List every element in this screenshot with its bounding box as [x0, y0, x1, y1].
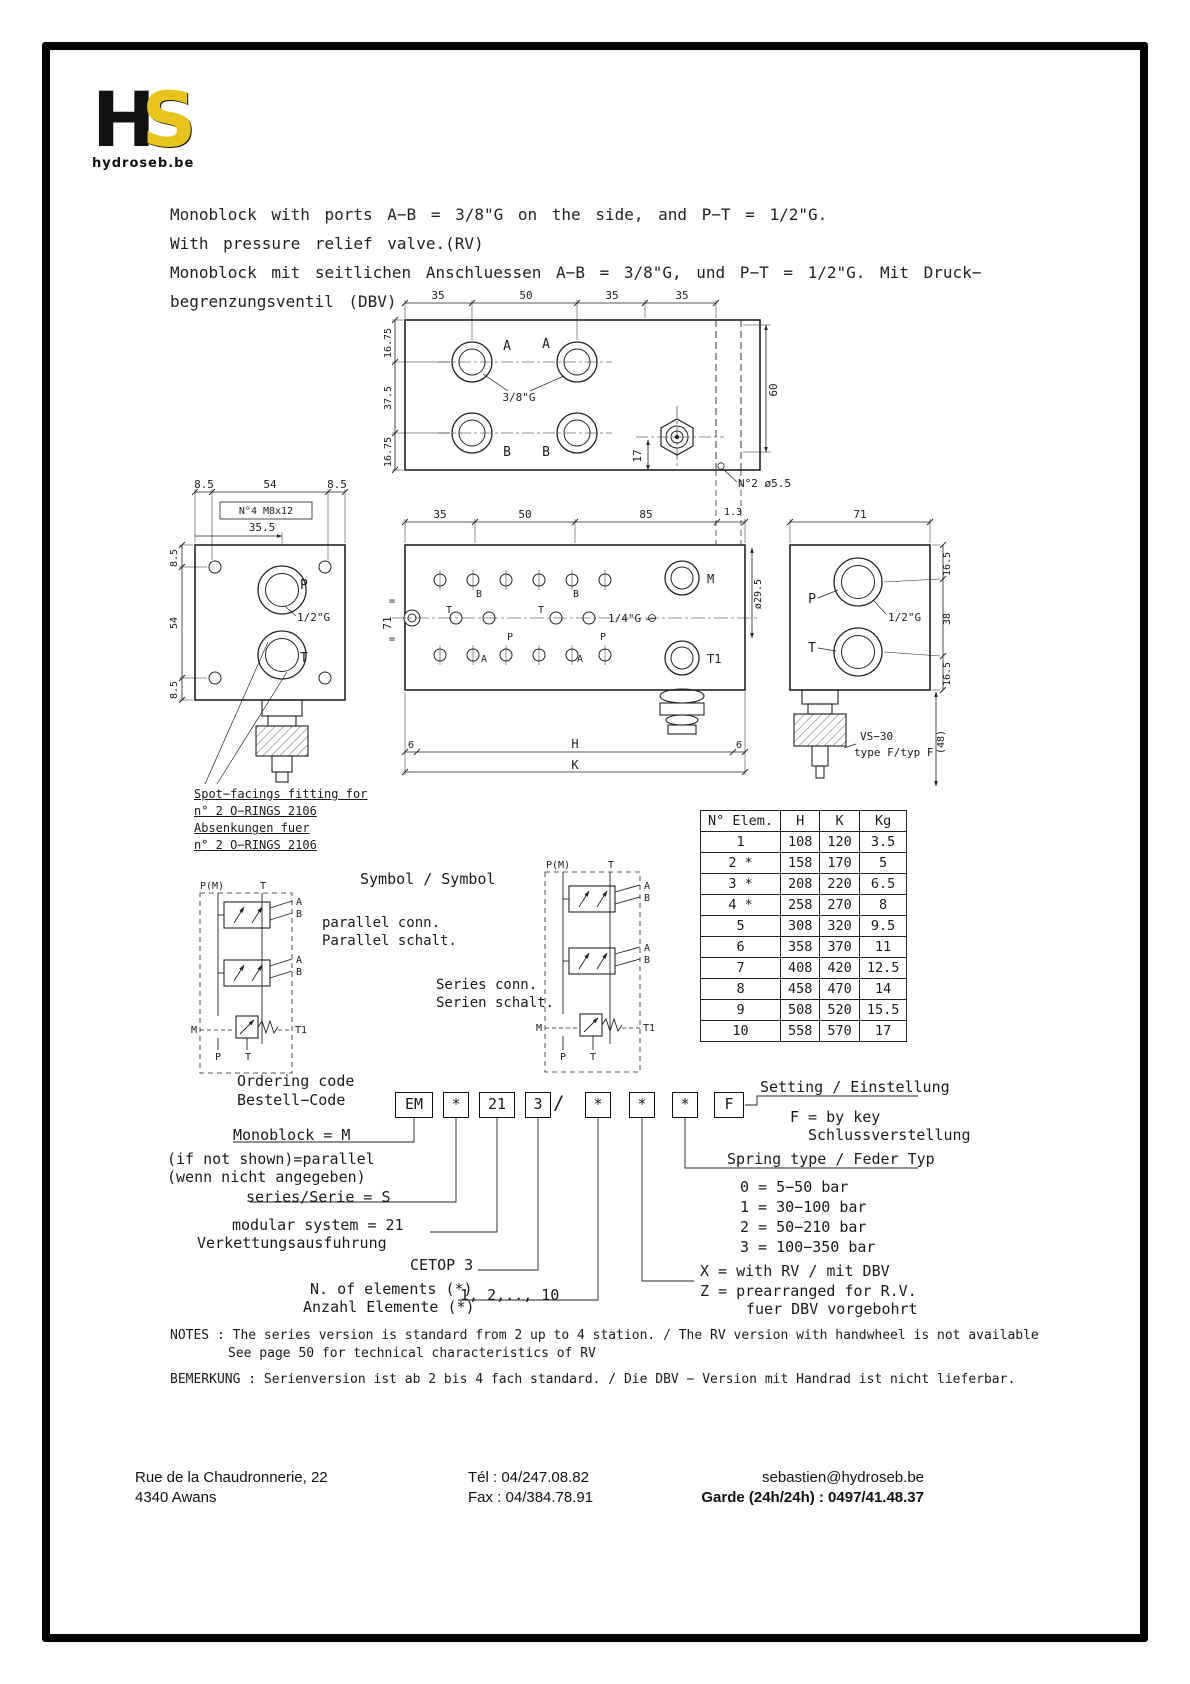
thread-label: 1/2"G: [888, 611, 922, 624]
port-label: T1: [707, 652, 722, 666]
spot-note-line-1: Spot−facings fitting for: [194, 787, 368, 801]
cell: 258: [781, 895, 820, 916]
table-row: [701, 958, 907, 979]
cell: 8: [701, 979, 781, 1000]
dim-label: 16.5: [942, 661, 953, 687]
dim-label: 50: [518, 508, 532, 521]
eq-mark: =: [388, 596, 396, 607]
table-row: [701, 832, 907, 853]
dim-label: K: [571, 758, 579, 772]
label-parallel-en: (if not shown)=parallel: [167, 1150, 375, 1168]
table-header-row: [701, 811, 907, 832]
cell: 5: [701, 916, 781, 937]
cell: 8: [859, 895, 907, 916]
dim-label: 16.5: [942, 551, 953, 577]
code-box-f: F: [714, 1092, 744, 1118]
logo-site-text: hydroseb.be: [92, 156, 195, 171]
dim-label: 50: [519, 289, 533, 302]
intro-line-3: Monoblock mit seitlichen Anschluessen A−B = 3/8"G, und P−T = 1/2"G. Mit Druck−: [170, 263, 982, 282]
code-box-star-2: *: [585, 1092, 611, 1118]
port-label: B: [572, 589, 580, 600]
port-label: T: [808, 641, 816, 656]
table-row: [701, 895, 907, 916]
port-label: B: [475, 589, 483, 600]
cell: 1: [701, 832, 781, 853]
dim-label: 35: [433, 508, 447, 521]
dim-label: 71: [853, 508, 867, 521]
footer-phone: [468, 1468, 593, 1508]
intro-line-4: begrenzungsventil (DBV): [170, 292, 397, 311]
symbol-port-label: T1: [643, 1023, 656, 1034]
dim-label: 8.5: [194, 478, 214, 491]
col-header-kg: Kg: [859, 811, 907, 832]
col-header-elem: N° Elem.: [701, 811, 781, 832]
cell: 120: [820, 832, 859, 853]
cell: 11: [859, 937, 907, 958]
dim-label: 54: [169, 616, 180, 630]
port-label: T: [445, 605, 453, 616]
label-spring-1: 1 = 30−100 bar: [740, 1198, 867, 1216]
dim-label: ø29.5: [753, 578, 764, 610]
dim-label: 35: [675, 289, 689, 302]
symbol-port-label: P: [214, 1052, 222, 1063]
dim-label: 35.5: [248, 521, 276, 534]
label-spring-2: 2 = 50−210 bar: [740, 1218, 867, 1236]
dim-label: 38: [942, 612, 953, 626]
hydroseb-logo: [92, 75, 195, 171]
cell: 9.5: [859, 916, 907, 937]
symbol-port-label: B: [296, 967, 303, 978]
cell: 458: [781, 979, 820, 1000]
label-elements-en: N. of elements (*): [310, 1280, 473, 1298]
symbol-port-label: P(M): [199, 881, 225, 892]
eq-mark: =: [388, 634, 396, 645]
dim-label: (48): [936, 729, 947, 755]
label-setting-f: F = by key: [790, 1108, 881, 1126]
parallel-caption-line-1: parallel conn.: [322, 915, 441, 931]
cell: 408: [781, 958, 820, 979]
col-header-k: K: [820, 811, 859, 832]
table-row: [701, 1000, 907, 1021]
cell: 320: [820, 916, 859, 937]
series-caption: [436, 976, 554, 1012]
dim-label: 71: [381, 616, 394, 630]
dim-label: 35: [605, 289, 619, 302]
cell: 10: [701, 1021, 781, 1042]
symbol-port-label: T: [244, 1052, 252, 1063]
cell: 4 *: [701, 895, 781, 916]
table-row: [701, 874, 907, 895]
symbol-port-label: T1: [295, 1025, 308, 1036]
cell: 2 *: [701, 853, 781, 874]
label-rv-z-de: fuer DBV vorgebohrt: [746, 1300, 918, 1318]
notes-line-3: BEMERKUNG : Serienversion ist ab 2 bis 4 fach standard. / Die DBV − Version mit Handrad ist nicht lieferbar.: [170, 1372, 1016, 1387]
code-box-star-3: *: [629, 1092, 655, 1118]
label-rv-x: X = with RV / mit DBV: [700, 1262, 890, 1280]
footer-guard: Garde (24h/24h) : 0497/41.48.37: [701, 1489, 924, 1506]
cell: 370: [820, 937, 859, 958]
code-box-star-1: *: [443, 1092, 469, 1118]
ordering-title-de: Bestell−Code: [237, 1091, 346, 1109]
dim-label: H: [571, 737, 579, 751]
thread-label: 1/4"G: [608, 612, 642, 625]
spot-note-line-3: Absenkungen fuer: [194, 821, 310, 835]
dim-label: 8.5: [169, 548, 180, 568]
bolt-note-label: N°4 M8x12: [238, 506, 294, 517]
dim-label: 16.75: [383, 436, 394, 468]
cell: 5: [859, 853, 907, 874]
cell: 558: [781, 1021, 820, 1042]
port-label: B: [503, 445, 511, 460]
port-label: A: [576, 654, 584, 665]
dim-label: 6: [735, 740, 743, 751]
cell: 12.5: [859, 958, 907, 979]
cell: 3 *: [701, 874, 781, 895]
cell: 220: [820, 874, 859, 895]
label-rv-z: Z = prearranged for R.V.: [700, 1282, 917, 1300]
dim-label: 6: [407, 740, 415, 751]
table-row: [701, 979, 907, 1000]
symbol-port-label: A: [296, 897, 303, 908]
logo-letter-s: S: [141, 75, 183, 164]
port-label: M: [707, 572, 715, 586]
table-row: [701, 1021, 907, 1042]
cell: 9: [701, 1000, 781, 1021]
cell: 6: [701, 937, 781, 958]
spot-note-line-2: n° 2 O−RINGS 2106: [194, 804, 317, 818]
code-box-21: 21: [479, 1092, 515, 1118]
label-setting-de: Schlussverstellung: [808, 1126, 971, 1144]
symbol-port-label: B: [644, 893, 651, 904]
symbol-port-label: M: [190, 1025, 197, 1036]
dim-label: 8.5: [169, 680, 180, 700]
footer-address-line-2: 4340 Awans: [135, 1489, 217, 1506]
table-row: [701, 853, 907, 874]
label-parallel-de: (wenn nicht angegeben): [167, 1168, 366, 1186]
symbol-port-label: B: [644, 955, 651, 966]
dim-label: 60: [767, 383, 780, 397]
label-spring-0: 0 = 5−50 bar: [740, 1178, 849, 1196]
label-modular-en: modular system = 21: [232, 1216, 404, 1234]
cell: 7: [701, 958, 781, 979]
port-label: P: [300, 578, 308, 593]
symbol-port-label: M: [535, 1023, 542, 1034]
label-spring-3: 3 = 100−350 bar: [740, 1238, 876, 1256]
series-caption-line-1: Series conn.: [436, 977, 538, 993]
port-label: A: [503, 339, 511, 354]
label-elements-de: Anzahl Elemente (*): [303, 1298, 475, 1316]
cell: 420: [820, 958, 859, 979]
cell: 158: [781, 853, 820, 874]
dim-label: 16.75: [383, 327, 394, 359]
dim-label: 8.5: [327, 478, 347, 491]
dim-label: 35: [431, 289, 445, 302]
footer-address: [135, 1468, 328, 1508]
port-label: A: [542, 337, 550, 352]
parallel-caption-line-2: Parallel schalt.: [322, 933, 457, 949]
valve-type-label: VS−30: [860, 730, 894, 743]
ordering-title-en: Ordering code: [237, 1072, 355, 1090]
label-monoblock: Monoblock = M: [233, 1126, 351, 1144]
label-spring-title: Spring type / Feder Typ: [727, 1150, 935, 1168]
symbol-port-label: T: [589, 1052, 597, 1063]
footer-email: sebastien@hydroseb.be: [762, 1469, 924, 1486]
notes-line-1: NOTES : The series version is standard from 2 up to 4 station. / The RV version with handwheel is not available: [170, 1328, 1039, 1343]
hole-note-label: N°2 ø5.5: [738, 477, 791, 490]
cell: 3.5: [859, 832, 907, 853]
port-label: P: [808, 592, 816, 607]
code-box-em: EM: [395, 1092, 433, 1118]
dim-label: 17: [631, 449, 644, 463]
intro-text: [170, 200, 981, 316]
label-elements-range: 1, 2,.., 10: [460, 1286, 560, 1304]
cell: 308: [781, 916, 820, 937]
cell: 108: [781, 832, 820, 853]
cell: 570: [820, 1021, 859, 1042]
col-header-h: H: [781, 811, 820, 832]
symbol-port-label: T: [259, 881, 267, 892]
intro-line-2: With pressure relief valve.(RV): [170, 234, 484, 253]
cell: 170: [820, 853, 859, 874]
footer-contact: [688, 1468, 924, 1508]
footer-address-line-1: Rue de la Chaudronnerie, 22: [135, 1469, 328, 1486]
symbol-port-label: A: [644, 881, 651, 892]
symbol-port-label: A: [644, 943, 651, 954]
cell: 358: [781, 937, 820, 958]
symbol-port-label: A: [296, 955, 303, 966]
cell: 14: [859, 979, 907, 1000]
code-slash: /: [553, 1092, 565, 1114]
port-label: T: [300, 651, 308, 666]
symbol-port-label: B: [296, 909, 303, 920]
elements-spec-table: [700, 810, 907, 1042]
label-setting-title: Setting / Einstellung: [760, 1078, 950, 1096]
symbol-title: Symbol / Symbol: [360, 870, 496, 888]
cell: 270: [820, 895, 859, 916]
label-series: series/Serie = S: [246, 1188, 391, 1206]
notes-line-2: See page 50 for technical characteristics of RV: [228, 1346, 596, 1361]
intro-line-1: Monoblock with ports A−B = 3/8"G on the side, and P−T = 1/2"G.: [170, 205, 828, 224]
spot-facing-note: [194, 786, 367, 854]
port-label: A: [480, 654, 488, 665]
symbol-port-label: P: [559, 1052, 567, 1063]
thread-label: 3/8"G: [502, 391, 536, 404]
series-caption-line-2: Serien schalt.: [436, 995, 555, 1011]
port-label: B: [542, 445, 550, 460]
symbol-port-label: T: [607, 860, 615, 871]
port-label: T: [537, 605, 545, 616]
cell: 470: [820, 979, 859, 1000]
code-box-star-4: *: [672, 1092, 698, 1118]
logo-letter-h: H: [92, 75, 142, 164]
label-modular-de: Verkettungsausfuhrung: [197, 1234, 387, 1252]
table-row: [701, 916, 907, 937]
dim-label: 54: [263, 478, 277, 491]
cell: 15.5: [859, 1000, 907, 1021]
cell: 17: [859, 1021, 907, 1042]
dim-label: 85: [639, 508, 653, 521]
cell: 508: [781, 1000, 820, 1021]
dim-label: 1.3: [723, 507, 743, 518]
cell: 520: [820, 1000, 859, 1021]
port-label: P: [506, 632, 514, 643]
port-label: P: [599, 632, 607, 643]
cell: 208: [781, 874, 820, 895]
code-box-3: 3: [525, 1092, 551, 1118]
table-row: [701, 937, 907, 958]
dim-label: 37.5: [383, 385, 394, 411]
label-cetop: CETOP 3: [410, 1256, 474, 1274]
footer-tel: Tél : 04/247.08.82: [468, 1469, 589, 1486]
cell: 6.5: [859, 874, 907, 895]
valve-type-label: type F/typ F: [854, 746, 934, 759]
thread-label: 1/2"G: [297, 611, 331, 624]
symbol-port-label: P(M): [545, 860, 571, 871]
spot-note-line-4: n° 2 O−RINGS 2106: [194, 838, 317, 852]
parallel-caption: [322, 914, 457, 950]
footer-fax: Fax : 04/384.78.91: [468, 1489, 594, 1506]
